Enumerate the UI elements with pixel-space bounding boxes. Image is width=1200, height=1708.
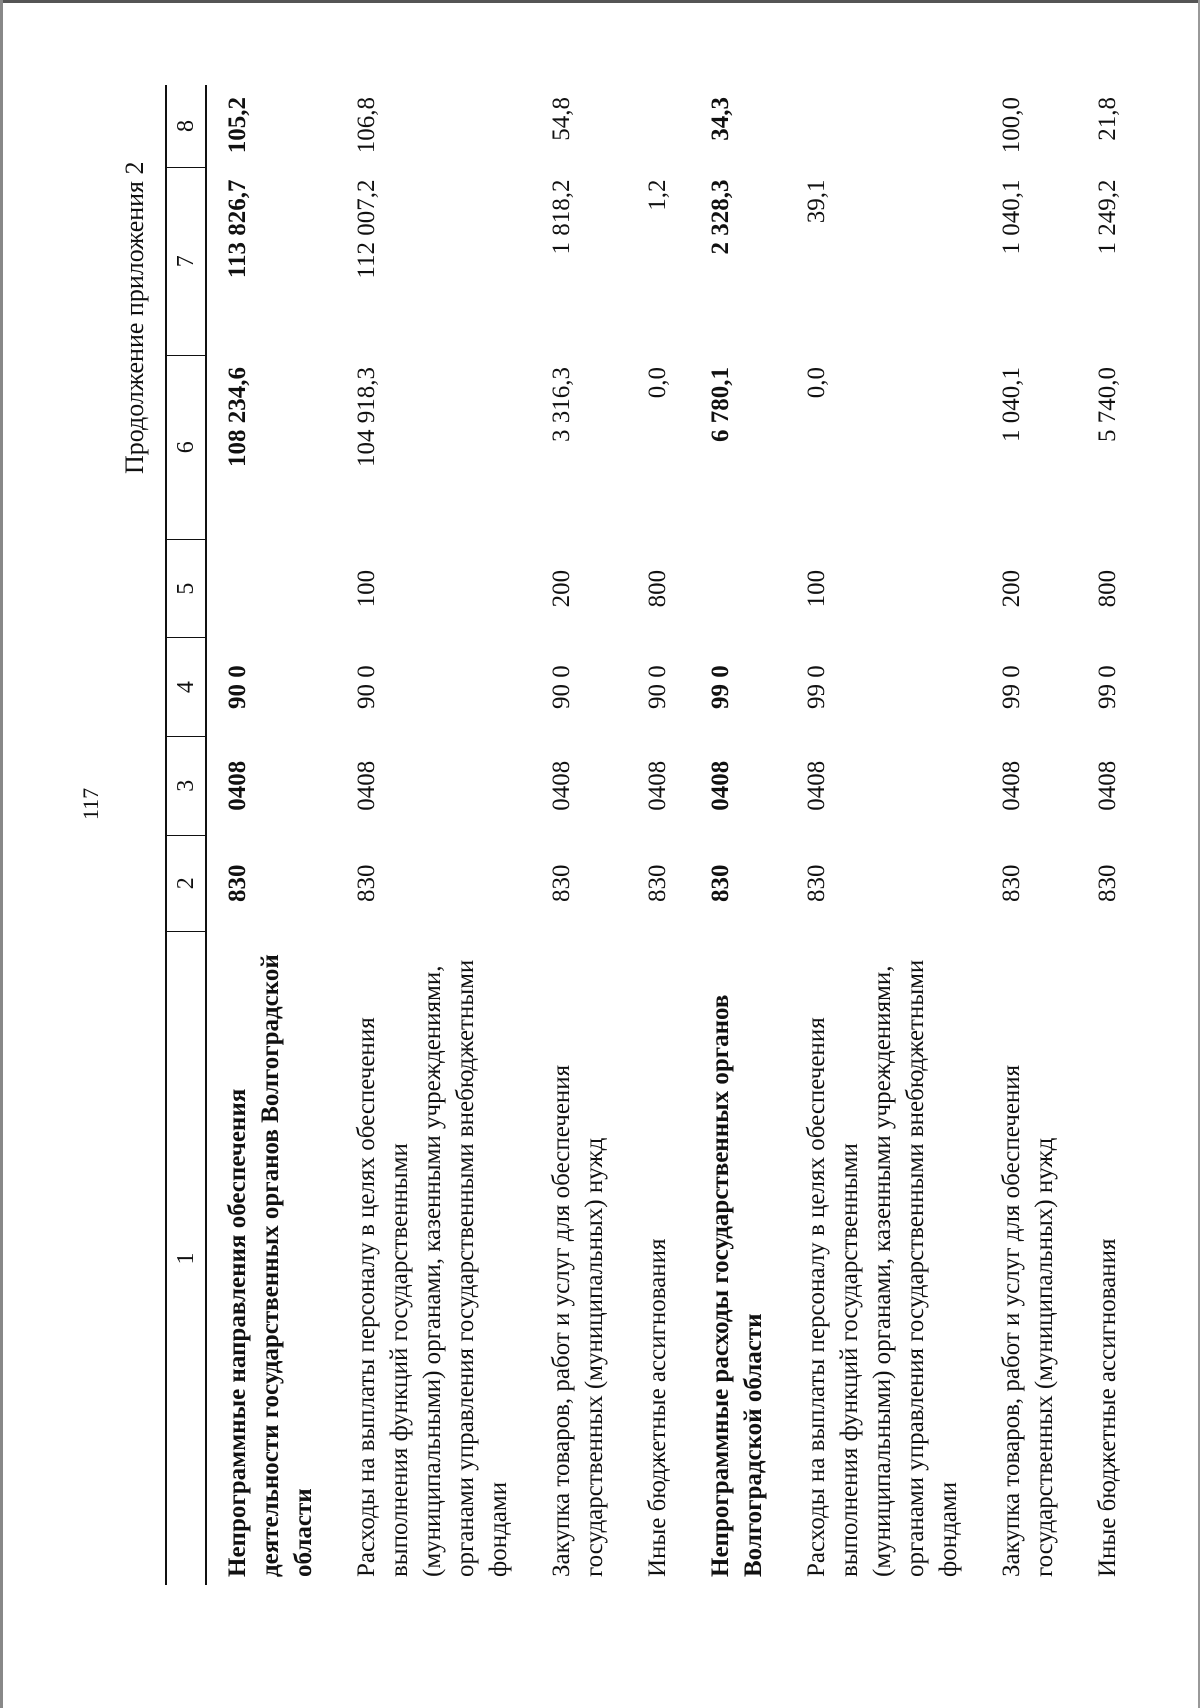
cell-ministry-code: 830 — [548, 864, 575, 902]
cell-program-code: 99 0 — [803, 665, 830, 710]
cell-section-code: 0408 — [707, 760, 734, 811]
cell-program-code: 90 0 — [353, 665, 380, 710]
cell-section-code: 0408 — [998, 760, 1025, 811]
cell-section-code: 0408 — [548, 760, 575, 811]
header-col-4: 4 — [166, 638, 206, 737]
cell-program-code: 90 0 — [224, 665, 251, 710]
row-description: Закупка товаров, работ и услуг для обеспечения государственных (муниципальных) нужд — [998, 1064, 1058, 1577]
row-description: Иные бюджетные ассигнования — [644, 1238, 671, 1577]
table-row — [786, 85, 981, 1585]
cell-value-col7: 1 040,1 — [998, 179, 1025, 255]
cell-value-col6: 0,0 — [644, 367, 671, 399]
cell-expense-type: 100 — [353, 569, 380, 608]
cell-value-col6: 5 740,0 — [1094, 367, 1121, 443]
cell-value-col6: 3 316,3 — [548, 367, 575, 443]
header-row — [166, 85, 206, 1585]
cell-percent: 34,3 — [707, 97, 734, 141]
cell-value-col6: 0,0 — [803, 367, 830, 399]
cell-percent: 100,0 — [998, 97, 1025, 154]
rotated-table-container — [165, 85, 1121, 1585]
cell-percent: 106,8 — [353, 97, 380, 154]
cell-expense-type — [690, 539, 786, 638]
header-col-5: 5 — [166, 539, 206, 638]
table-row — [531, 85, 627, 1585]
header-col-6: 6 — [166, 355, 206, 539]
cell-section-code: 0408 — [1094, 760, 1121, 811]
cell-percent: 21,8 — [1094, 97, 1121, 141]
scan-edge-left — [0, 0, 3, 1708]
header-col-2: 2 — [166, 835, 206, 931]
table-row — [206, 85, 336, 1585]
cell-expense-type: 100 — [803, 569, 830, 608]
cell-ministry-code: 830 — [998, 864, 1025, 902]
cell-value-col7: 1 818,2 — [548, 179, 575, 255]
cell-ministry-code: 830 — [803, 864, 830, 902]
table-row — [627, 85, 690, 1585]
cell-ministry-code: 830 — [1094, 864, 1121, 902]
header-col-7: 7 — [166, 168, 206, 356]
table-body — [206, 85, 1140, 1585]
cell-program-code: 90 0 — [644, 665, 671, 710]
cell-value-col7: 113 826,7 — [224, 179, 251, 279]
row-description: Расходы на выплаты персоналу в целях обеспечения выполнения функций государственными (муниципальными) органами, казенными учреждениями, органами управления государственными внебюджетными фондами — [353, 959, 512, 1577]
cell-value-col6: 1 040,1 — [998, 367, 1025, 443]
row-description: Закупка товаров, работ и услуг для обеспечения государственных (муниципальных) нужд — [548, 1064, 608, 1577]
row-description: Непрограммные расходы государственных органов Волгоградской области — [707, 994, 767, 1577]
cell-value-col6: 6 780,1 — [707, 367, 734, 443]
cell-value-col6: 108 234,6 — [224, 367, 251, 468]
cell-value-col7: 2 328,3 — [707, 179, 734, 255]
header-col-8: 8 — [166, 85, 206, 168]
row-description: Непрограммные направления обеспечения деятельности государственных органов Волгоградской области — [224, 954, 317, 1577]
table-row — [981, 85, 1077, 1585]
cell-percent: 105,2 — [224, 97, 251, 154]
scan-edge-top — [0, 0, 1200, 3]
cell-ministry-code: 830 — [644, 864, 671, 902]
cell-program-code: 99 0 — [1094, 665, 1121, 710]
cell-section-code: 0408 — [224, 760, 251, 811]
page-number: 117 — [78, 787, 103, 820]
row-description: Расходы на выплаты персоналу в целях обеспечения выполнения функций государственными (муниципальными) органами, казенными учреждениями, органами управления государственными внебюджетными фондами — [803, 959, 962, 1577]
cell-section-code: 0408 — [644, 760, 671, 811]
budget-table — [165, 85, 1140, 1585]
cell-expense-type: 200 — [548, 569, 575, 608]
cell-expense-type: 800 — [644, 569, 671, 608]
header-col-1: 1 — [166, 931, 206, 1585]
table-row — [1077, 85, 1140, 1585]
cell-value-col7: 1,2 — [644, 179, 671, 211]
table-row — [690, 85, 786, 1585]
cell-percent — [786, 85, 981, 168]
cell-expense-type: 200 — [998, 569, 1025, 608]
row-description: Иные бюджетные ассигнования — [1094, 1238, 1121, 1577]
cell-percent — [627, 85, 690, 168]
cell-value-col6: 104 918,3 — [353, 367, 380, 468]
cell-program-code: 90 0 — [548, 665, 575, 710]
cell-ministry-code: 830 — [353, 864, 380, 902]
table-header — [166, 85, 206, 1585]
cell-section-code: 0408 — [353, 760, 380, 811]
cell-value-col7: 1 249,2 — [1094, 179, 1121, 255]
cell-ministry-code: 830 — [707, 864, 734, 902]
header-col-3: 3 — [166, 736, 206, 835]
cell-value-col7: 112 007,2 — [353, 179, 380, 279]
cell-section-code: 0408 — [803, 760, 830, 811]
cell-expense-type: 800 — [1094, 569, 1121, 608]
cell-ministry-code: 830 — [224, 864, 251, 902]
appendix-caption: Продолжение приложения 2 — [120, 161, 149, 474]
cell-expense-type — [206, 539, 336, 638]
cell-value-col7: 39,1 — [803, 179, 830, 224]
table-row — [336, 85, 531, 1585]
cell-program-code: 99 0 — [707, 665, 734, 710]
cell-program-code: 99 0 — [998, 665, 1025, 710]
cell-percent: 54,8 — [548, 97, 575, 141]
